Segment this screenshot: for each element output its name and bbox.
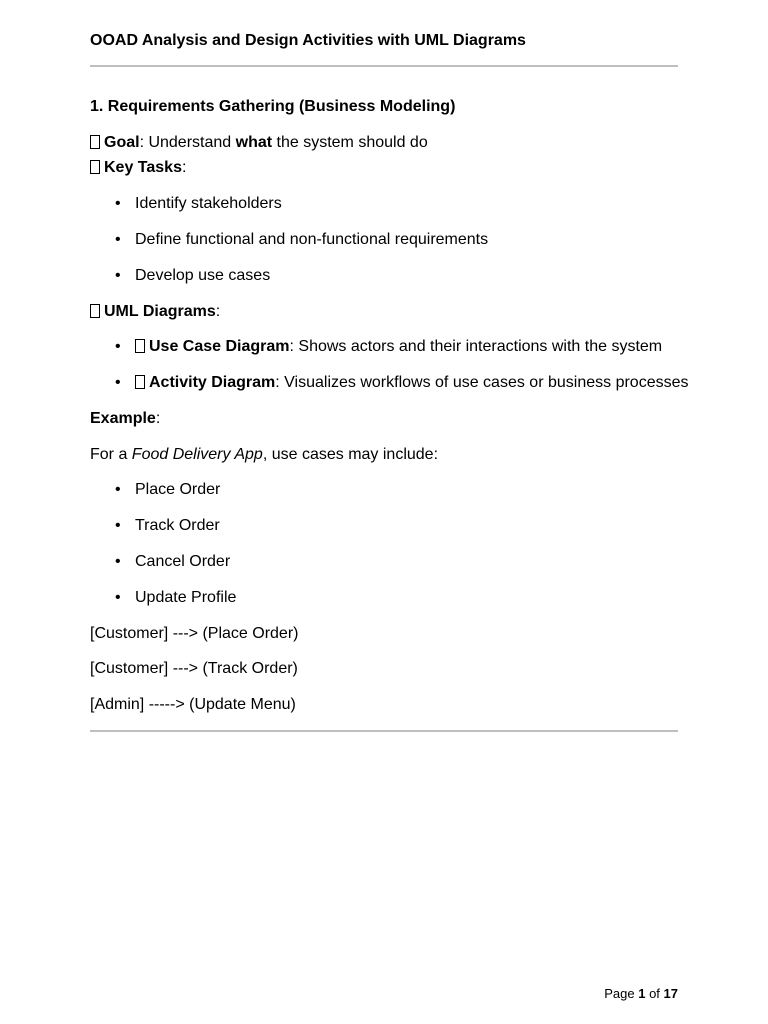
section-heading: 1. Requirements Gathering (Business Modeling): [90, 98, 456, 115]
uml-diagrams-label: UML Diagrams: [104, 303, 216, 320]
bullet-icon: •: [115, 338, 121, 355]
bullet-icon: •: [115, 517, 121, 534]
list-item: [115, 265, 271, 287]
missing-glyph-icon: [135, 375, 145, 389]
list-item-text: Identify stakeholders: [135, 195, 282, 212]
example-intro-post: , use cases may include:: [262, 446, 439, 463]
list-item: [115, 372, 689, 394]
list-item-text: Develop use cases: [135, 267, 271, 284]
uml-diagrams-separator: :: [215, 303, 221, 320]
bullet-icon: •: [115, 553, 121, 570]
list-item: [115, 336, 663, 358]
page-word: Page: [604, 986, 635, 1001]
key-tasks-label: Key Tasks: [104, 159, 182, 176]
list-item-text: Place Order: [135, 481, 221, 498]
missing-glyph-icon: [135, 339, 145, 353]
example-intro: [90, 444, 438, 466]
list-item: [115, 229, 489, 251]
missing-glyph-icon: [90, 135, 100, 149]
current-page: 1: [638, 986, 646, 1001]
relation-line: [Customer] ---> (Track Order): [90, 660, 298, 677]
bullet-icon: •: [115, 267, 121, 284]
key-tasks-line: [90, 157, 186, 179]
uml-item-name: Activity Diagram: [149, 374, 276, 391]
bullet-icon: •: [115, 231, 121, 248]
uml-item-name: Use Case Diagram: [149, 338, 290, 355]
example-app-name: Food Delivery App: [131, 446, 263, 463]
list-item-text: Update Profile: [135, 589, 237, 606]
list-item: [115, 515, 220, 537]
list-item: [115, 193, 282, 215]
bullet-icon: •: [115, 589, 121, 606]
uml-diagrams-line: [90, 301, 220, 323]
list-item: [115, 551, 231, 573]
goal-label: Goal: [104, 134, 140, 151]
list-item: [115, 479, 221, 501]
header-divider: [90, 65, 678, 67]
uml-item-desc: : Shows actors and their interactions with the system: [289, 338, 663, 355]
page-number: [604, 984, 678, 1004]
relation-line: [Admin] -----> (Update Menu): [90, 696, 296, 713]
of-word: of: [649, 986, 660, 1001]
example-intro-pre: For a: [90, 446, 132, 463]
list-item-text: Track Order: [135, 517, 220, 534]
list-item: [115, 587, 237, 609]
bullet-icon: •: [115, 374, 121, 391]
total-pages: 17: [663, 986, 678, 1001]
goal-rest: the system should do: [272, 134, 428, 151]
missing-glyph-icon: [90, 304, 100, 318]
list-item-text: Cancel Order: [135, 553, 231, 570]
document-header-title: OOAD Analysis and Design Activities with UML Diagrams: [90, 32, 526, 49]
goal-emphasis: what: [235, 134, 273, 151]
section-divider: [90, 730, 678, 732]
bullet-icon: •: [115, 195, 121, 212]
example-line: [90, 408, 160, 430]
goal-line: [90, 132, 428, 154]
missing-glyph-icon: [90, 160, 100, 174]
key-tasks-separator: :: [181, 159, 187, 176]
relation-line: [Customer] ---> (Place Order): [90, 625, 299, 642]
uml-item-desc: : Visualizes workflows of use cases or business processes: [275, 374, 689, 391]
bullet-icon: •: [115, 481, 121, 498]
goal-separator: : Understand: [139, 134, 236, 151]
example-label: Example: [90, 410, 156, 427]
list-item-text: Define functional and non-functional requirements: [135, 231, 489, 248]
example-separator: :: [155, 410, 161, 427]
